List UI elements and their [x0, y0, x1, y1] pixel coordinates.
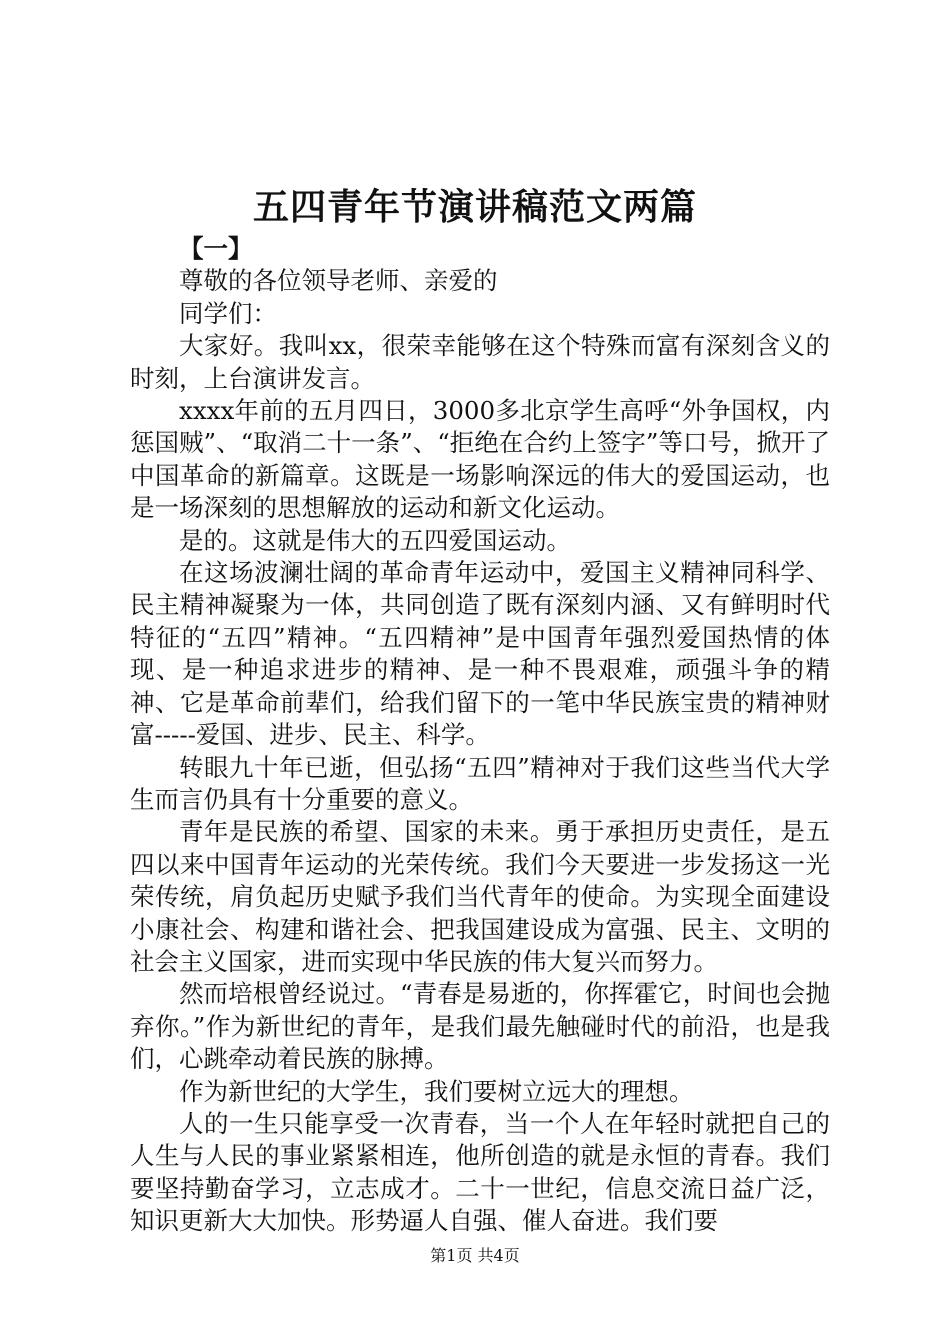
- page-indicator: 第1页 共4页: [430, 1246, 520, 1265]
- paragraph: 是的。这就是伟大的五四爱国运动。: [179, 525, 571, 555]
- section-label: 【一】: [179, 234, 253, 263]
- paragraph: 在这场波澜壮阔的革命青年运动中，爱国主义精神同科学、民主精神凝聚为一体，共同创造了既有深刻内涵、又有鲜明时代特征的“五四”精神。“五四精神”是中国青年强烈爱国热情的体现、是一种追求进步的精神、是一种不畏艰难，顽强斗争的精神、它是革命前辈们，给我们留下的一笔中华民族宝贵的精神财富-----爱国、进步、民主、科学。: [130, 558, 830, 750]
- paragraph-salutation: 尊敬的各位领导老师、亲爱的: [179, 266, 498, 296]
- paragraph: 作为新世纪的大学生，我们要树立远大的理想。: [179, 1076, 694, 1106]
- paragraph-salutation-cont: 同学们：: [179, 298, 277, 328]
- paragraph: 大家好。我叫xx，很荣幸能够在这个特殊而富有深刻含义的时刻，上台演讲发言。: [130, 331, 830, 393]
- paragraph: xxxx年前的五月四日，3000多北京学生高呼“外争国权，内惩国贼”、“取消二十一条”、“拒绝在合约上签字”等口号，掀开了中国革命的新篇章。这既是一场影响深远的伟大的爱国运动，也是一场深刻的思想解放的运动和新文化运动。: [130, 396, 830, 523]
- document-body: [130, 233, 830, 1238]
- paragraph: 人的一生只能享受一次青春，当一个人在年轻时就把自己的人生与人民的事业紧紧相连，他所创造的就是永恒的青春。我们要坚持勤奋学习，立志成才。二十一世纪，信息交流日益广泛，知识更新大大加快。形势逼人自强、催人奋进。我们要: [130, 1108, 830, 1236]
- paragraph: 青年是民族的希望、国家的未来。勇于承担历史责任，是五四以来中国青年运动的光荣传统。我们今天要进一步发扬这一光荣传统，肩负起历史赋予我们当代青年的使命。为实现全面建设小康社会、构建和谐社会、把我国建设成为富强、民主、文明的社会主义国家，进而实现中华民族的伟大复兴而努力。: [130, 817, 830, 976]
- paragraph: 然而培根曾经说过。“青春是易逝的，你挥霍它，时间也会抛弃你。”作为新世纪的青年，是我们最先触碰时代的前沿，也是我们，心跳牵动着民族的脉搏。: [130, 979, 830, 1074]
- document-title: 五四青年节演讲稿范文两篇: [252, 186, 697, 228]
- paragraph: 转眼九十年已逝，但弘扬“五四”精神对于我们这些当代大学生而言仍具有十分重要的意义。: [130, 752, 830, 814]
